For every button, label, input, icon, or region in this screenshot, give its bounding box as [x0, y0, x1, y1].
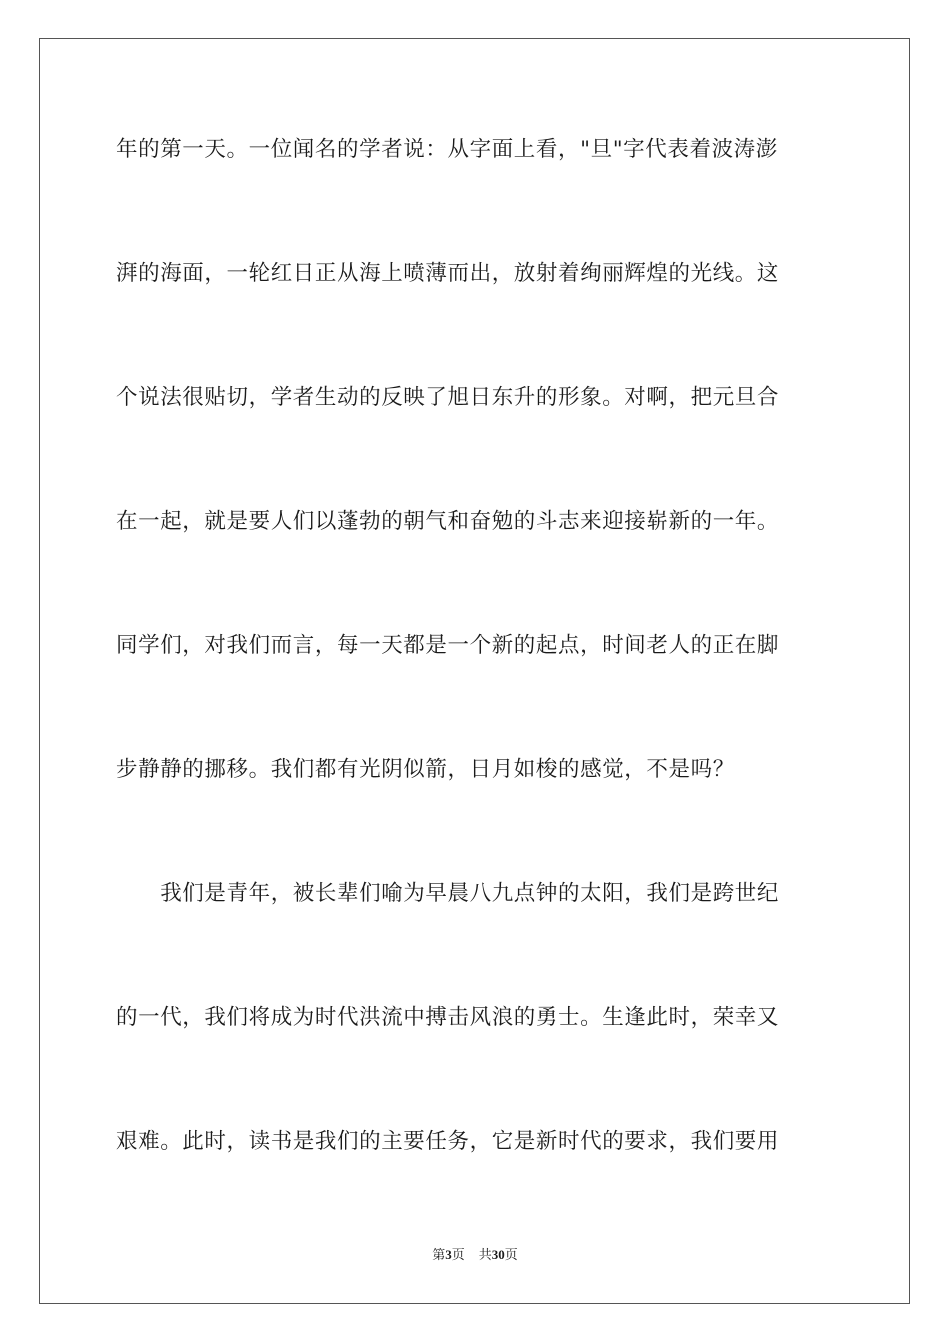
- total-prefix: 共: [478, 1248, 492, 1263]
- page-prefix: 第: [432, 1248, 446, 1263]
- text-line: 在一起，就是要人们以蓬勃的朝气和奋勉的斗志来迎接崭新的一年。: [116, 509, 780, 534]
- text-line: 的一代，我们将成为时代洪流中搏击风浪的勇士。生逢此时，荣幸又: [116, 1005, 780, 1030]
- text-line: 年的第一天。一位闻名的学者说：从字面上看，"旦"字代表着波涛澎: [116, 137, 778, 162]
- text-line: 艰难。此时，读书是我们的主要任务，它是新时代的要求，我们要用: [116, 1129, 780, 1154]
- text-line: 湃的海面，一轮红日正从海上喷薄而出，放射着绚丽辉煌的光线。这: [116, 261, 780, 286]
- text-line: 个说法很贴切，学者生动的反映了旭日东升的形象。对啊，把元旦合: [116, 385, 780, 410]
- total-suffix: 页: [504, 1248, 518, 1263]
- text-line: 步静静的挪移。我们都有光阴似箭，日月如梭的感觉，不是吗？: [116, 757, 735, 782]
- page-suffix: 页: [451, 1248, 465, 1263]
- text-line: 我们是青年，被长辈们喻为早晨八九点钟的太阳，我们是跨世纪: [116, 881, 780, 906]
- current-page-number: 3: [445, 1247, 452, 1262]
- page-footer: [0, 1247, 950, 1264]
- total-page-number: 30: [491, 1247, 505, 1262]
- page-frame: [39, 38, 910, 1304]
- text-line: 同学们，对我们而言，每一天都是一个新的起点，时间老人的正在脚: [116, 633, 780, 658]
